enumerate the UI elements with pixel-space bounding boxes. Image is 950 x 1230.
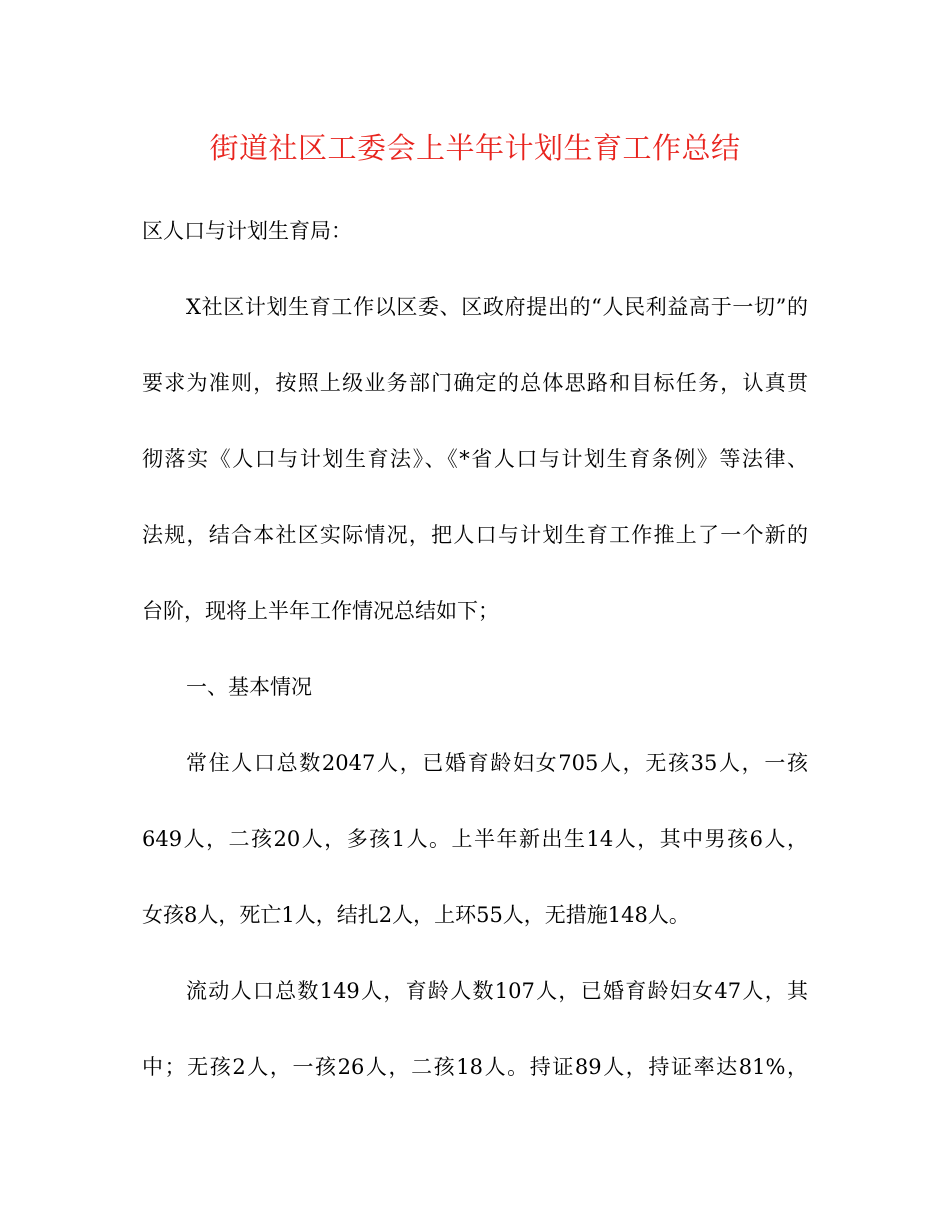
paragraph-line: 中；无孩2人，一孩26人，二孩18人。持证89人，持证率达81%， xyxy=(142,1055,808,1079)
paragraph-intro xyxy=(142,289,808,629)
paragraph-line: 常住人口总数2047人，已婚育龄妇女705人，无孩35人，一孩 xyxy=(186,751,808,775)
document-title: 街道社区工委会上半年计划生育工作总结 xyxy=(209,131,741,165)
paragraph-line: 法规，结合本社区实际情况，把人口与计划生育工作推上了一个新的 xyxy=(142,523,808,547)
paragraph-line: X社区计划生育工作以区委、区政府提出的“人民利益高于一切”的 xyxy=(186,295,808,319)
salutation: 区人口与计划生育局： xyxy=(142,219,352,243)
paragraph-resident-population xyxy=(142,745,808,933)
document-body xyxy=(142,213,808,1125)
paragraph-line: 要求为准则，按照上级业务部门确定的总体思路和目标任务，认真贯 xyxy=(142,371,808,395)
paragraph-line: 彻落实《人口与计划生育法》、《*省人口与计划生育条例》等法律、 xyxy=(142,447,808,471)
section-heading: 一、基本情况 xyxy=(186,675,312,699)
section-heading-basic-info xyxy=(142,669,808,705)
paragraph-line: 女孩8人，死亡1人，结扎2人，上环55人，无措施148人。 xyxy=(142,903,690,927)
paragraph-floating-population xyxy=(142,973,808,1085)
paragraph-line: 流动人口总数149人，育龄人数107人，已婚育龄妇女47人，其 xyxy=(186,979,808,1003)
paragraph-line: 649人，二孩20人，多孩1人。上半年新出生14人，其中男孩6人， xyxy=(142,827,808,851)
paragraph-line: 台阶，现将上半年工作情况总结如下； xyxy=(142,599,499,623)
